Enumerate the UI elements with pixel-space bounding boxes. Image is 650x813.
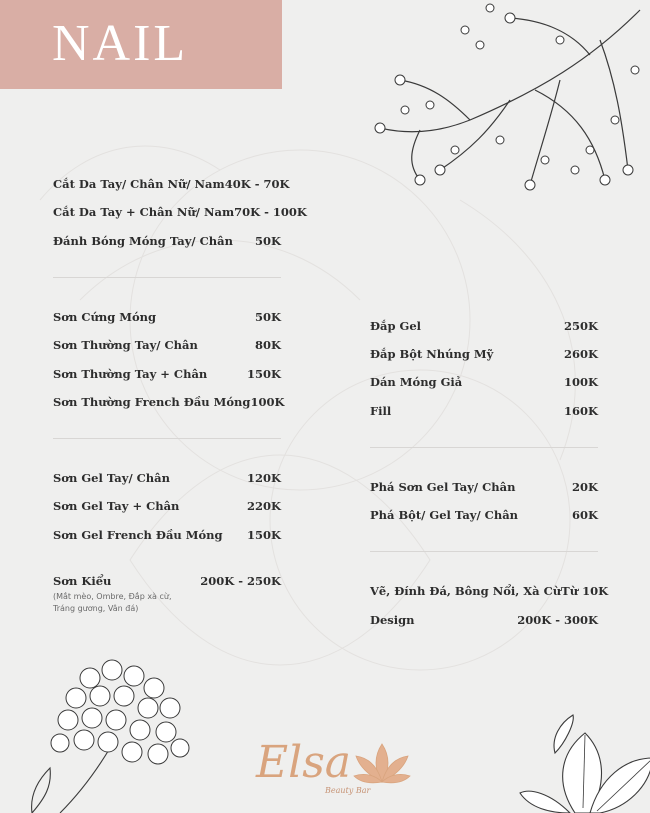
list-item (370, 480, 598, 494)
list-item (53, 177, 290, 191)
service-name: Sơn Thường French Đầu Móng (53, 395, 251, 409)
list-item (53, 205, 307, 219)
list-item (53, 367, 281, 381)
service-price: 160K (563, 404, 598, 418)
service-name: Cắt Da Tay + Chân Nữ/ Nam (53, 205, 235, 219)
list-item (53, 338, 281, 352)
service-name: Fill (370, 404, 392, 418)
service-price: 150K (246, 367, 281, 381)
service-price: 100K (563, 375, 598, 389)
service-price: 20K (572, 480, 598, 494)
list-item (370, 404, 598, 418)
service-name: Phá Bột/ Gel Tay/ Chân (370, 508, 519, 522)
service-name: Sơn Kiểu (53, 574, 112, 588)
service-price: 220K (246, 499, 281, 513)
service-price: 250K (563, 319, 598, 333)
service-name: Sơn Cứng Móng (53, 310, 157, 324)
service-name: Sơn Gel Tay/ Chân (53, 471, 170, 485)
service-name: Cắt Da Tay/ Chân Nữ/ Nam (53, 177, 225, 191)
title-banner (0, 0, 282, 89)
service-price: 80K (255, 338, 281, 352)
list-item (370, 375, 598, 389)
note-line: (Mắt mèo, Ombre, Đắp xà cừ, (53, 592, 172, 601)
service-price: 150K (246, 528, 281, 542)
magnolia-illustration (515, 713, 650, 813)
service-price: 260K (563, 347, 598, 361)
divider (370, 551, 598, 552)
service-price: 200K - 300K (517, 613, 598, 627)
service-note (53, 591, 203, 615)
service-price: 100K (250, 395, 285, 409)
list-item (53, 395, 285, 409)
lotus-logo-icon (352, 742, 412, 787)
list-item (53, 528, 281, 542)
list-item (370, 613, 598, 627)
service-name: Đắp Gel (370, 319, 422, 333)
divider (53, 277, 281, 278)
service-name: Sơn Gel French Đầu Móng (53, 528, 223, 542)
service-name: Design (370, 613, 415, 627)
list-item (370, 347, 598, 361)
service-price: 120K (246, 471, 281, 485)
service-price: Từ 10K (561, 584, 609, 598)
divider (53, 438, 281, 439)
brand-tagline: Beauty Bar (325, 786, 371, 795)
divider (370, 447, 598, 448)
service-name: Sơn Thường Tay/ Chân (53, 338, 198, 352)
page-title: NAIL (52, 15, 189, 72)
service-name: Đắp Bột Nhúng Mỹ (370, 347, 494, 361)
service-name: Dán Móng Giả (370, 375, 463, 389)
service-price: 40K - 70K (224, 177, 290, 191)
service-name: Đánh Bóng Móng Tay/ Chân (53, 234, 233, 248)
service-name: Phá Sơn Gel Tay/ Chân (370, 480, 516, 494)
list-item (53, 471, 281, 485)
service-name: Vẽ, Đính Đá, Bông Nổi, Xà Cừ (370, 584, 562, 598)
list-item (53, 234, 281, 248)
list-item (370, 319, 598, 333)
service-price: 50K (255, 310, 281, 324)
list-item (370, 584, 609, 598)
service-price: 50K (255, 234, 281, 248)
service-price: 70K - 100K (234, 205, 307, 219)
note-line: Tráng gương, Vân đá) (53, 604, 139, 613)
hydrangea-illustration (20, 648, 220, 813)
list-item (370, 508, 598, 522)
brand-logo: Elsa (256, 737, 352, 788)
flower-branch-illustration (360, 0, 650, 215)
service-price: 200K - 250K (200, 574, 281, 588)
list-item (53, 574, 281, 588)
list-item (53, 499, 281, 513)
service-price: 60K (572, 508, 598, 522)
service-name: Sơn Thường Tay + Chân (53, 367, 208, 381)
service-name: Sơn Gel Tay + Chân (53, 499, 180, 513)
list-item (53, 310, 281, 324)
